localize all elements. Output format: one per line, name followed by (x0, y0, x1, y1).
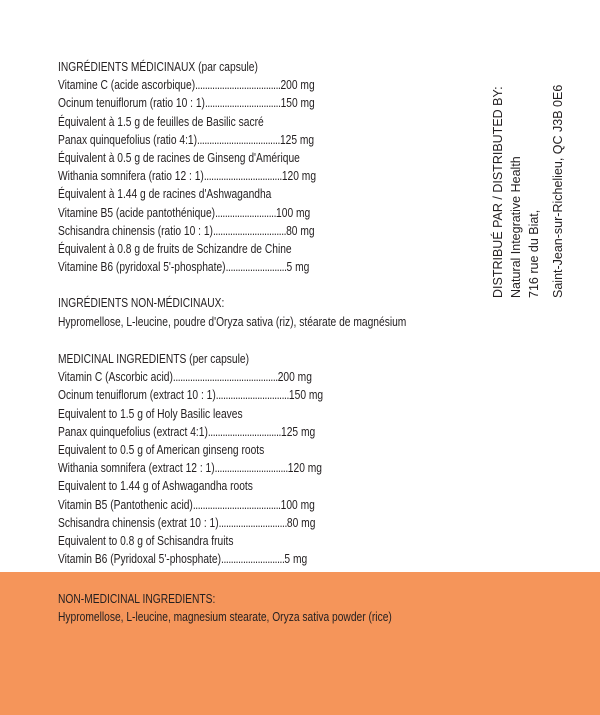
ingredient-name: Vitamine B5 (acide pantothénique) (58, 205, 216, 220)
ingredient-line (58, 222, 394, 240)
dot-leader: ............................... (204, 96, 281, 111)
ingredient-name: Vitamine C (acide ascorbique) (58, 78, 196, 93)
ingredient-name: Équivalent à 0.5 g de racines de Ginseng d'Amérique (58, 150, 300, 165)
ingredient-amount: 150 mg (288, 388, 324, 403)
ingredient-amount: 120 mg (287, 461, 322, 476)
ingredient-name: Équivalent à 0.8 g de fruits de Schizandre de Chine (58, 241, 292, 256)
ingredient-name: Vitamin B6 (Pyridoxal 5'-phosphate) (58, 552, 222, 567)
ingredient-amount: 100 mg (276, 205, 311, 220)
ingredient-amount: 5 mg (284, 552, 308, 567)
en-medicinal-list (58, 368, 394, 568)
ingredient-line (58, 405, 394, 423)
fr-medicinal-list (58, 76, 394, 276)
ingredient-name: Equivalent to 1.44 g of Ashwagandha roots (58, 479, 253, 494)
ingredient-amount: 5 mg (286, 260, 310, 275)
ingredient-name: Withania somnifera (extract 12 : 1) (58, 461, 215, 476)
ingredient-line (58, 204, 394, 222)
ingredient-line (58, 423, 394, 441)
ingredient-amount: 125 mg (279, 132, 315, 147)
ingredient-name: Vitamin B5 (Pantothenic acid) (58, 497, 193, 512)
ingredient-amount: 200 mg (280, 78, 315, 93)
ingredient-line (58, 185, 394, 203)
english-ingredients-block (58, 350, 394, 568)
ingredient-amount: 80 mg (286, 223, 315, 238)
ingredient-line (58, 532, 394, 550)
ingredient-name: Schisandra chinensis (ratio 10 : 1) (58, 223, 213, 238)
fr-non-medicinal-heading: INGRÉDIENTS NON-MÉDICINAUX: (58, 296, 225, 311)
ingredient-line (58, 131, 394, 149)
ingredient-line (58, 368, 394, 386)
ingredient-name: Vitamin C (Ascorbic acid) (58, 370, 173, 385)
fr-non-medicinal-text: Hypromellose, L-leucine, poudre d'Oryza sativa (riz), stéarate de magnésium (58, 314, 407, 329)
ingredient-name: Équivalent à 1.5 g de feuilles de Basilic sacré (58, 114, 264, 129)
ingredient-name: Vitamine B6 (pyridoxal 5'-phosphate) (58, 260, 226, 275)
ingredient-amount: 125 mg (280, 424, 316, 439)
distributor-company: Natural Integrative Health (509, 156, 523, 298)
dot-leader: .............................. (214, 461, 288, 476)
english-non-medicinal-block (58, 590, 394, 626)
ingredient-name: Equivalent to 0.8 g of Schisandra fruits (58, 533, 234, 548)
ingredient-line (58, 441, 394, 459)
ingredient-line (58, 240, 394, 258)
distributor-block (491, 58, 568, 298)
ingredient-name: Equivalent to 1.5 g of Holy Basilic leaves (58, 406, 243, 421)
ingredient-name: Panax quinquefolius (ratio 4:1) (58, 132, 198, 147)
dot-leader: ................................ (203, 169, 282, 184)
ingredient-line (58, 550, 394, 568)
fr-medicinal-heading: INGRÉDIENTS MÉDICINAUX (par capsule) (58, 60, 258, 74)
ingredient-line (58, 94, 394, 112)
ingredient-name: Equivalent to 0.5 g of American ginseng roots (58, 442, 265, 457)
dot-leader: ........................................... (172, 370, 278, 385)
en-non-medicinal-text: Hypromellose, L-leucine, magnesium stearate, Oryza sativa powder (rice) (58, 610, 392, 625)
ingredient-name: Schisandra chinensis (extrat 10 : 1) (58, 515, 219, 530)
dot-leader: .............................. (207, 424, 281, 439)
dot-leader: .......................... (221, 552, 285, 567)
ingredient-line (58, 167, 394, 185)
ingredient-line (58, 258, 394, 276)
ingredient-line (58, 386, 394, 404)
ingredient-amount: 200 mg (277, 370, 312, 385)
dot-leader: .................................. (197, 132, 280, 147)
ingredient-line (58, 76, 394, 94)
ingredient-amount: 120 mg (281, 169, 317, 184)
french-ingredients-block (58, 58, 407, 331)
ingredient-line (58, 477, 394, 495)
ingredient-amount: 100 mg (280, 497, 315, 512)
ingredient-line (58, 514, 394, 532)
ingredient-line (58, 496, 394, 514)
dot-leader: .................................... (192, 497, 281, 512)
ingredient-line (58, 459, 394, 477)
ingredient-amount: 80 mg (286, 515, 316, 530)
distributor-heading: DISTRIBUÉ PAR / DISTRIBUTED BY: (491, 86, 505, 298)
dot-leader: ............................ (218, 515, 287, 530)
ingredient-amount: 150 mg (280, 96, 315, 111)
ingredient-name: Ocinum tenuiflorum (extract 10 : 1) (58, 388, 216, 403)
dot-leader: .............................. (212, 223, 287, 238)
en-medicinal-heading: MEDICINAL INGREDIENTS (per capsule) (58, 352, 250, 366)
dot-leader: ......................... (225, 260, 287, 275)
distributor-city: Saint-Jean-sur-Richelieu, QC J3B 0E6 (551, 84, 565, 298)
ingredient-name: Withania somnifera (ratio 12 : 1) (58, 169, 204, 184)
ingredient-line (58, 149, 394, 167)
distributor-street: 716 rue du Biat, (527, 209, 541, 298)
en-non-medicinal-heading: NON-MEDICINAL INGREDIENTS: (58, 592, 216, 606)
dot-leader: ................................... (195, 78, 281, 93)
ingredient-name: Ocinum tenuiflorum (ratio 10 : 1) (58, 96, 205, 111)
dot-leader: ......................... (215, 205, 277, 220)
ingredient-name: Équivalent à 1.44 g de racines d'Ashwagandha (58, 187, 272, 202)
ingredient-line (58, 113, 394, 131)
ingredient-name: Panax quinquefolius (extract 4:1) (58, 424, 208, 439)
dot-leader: .............................. (215, 388, 289, 403)
